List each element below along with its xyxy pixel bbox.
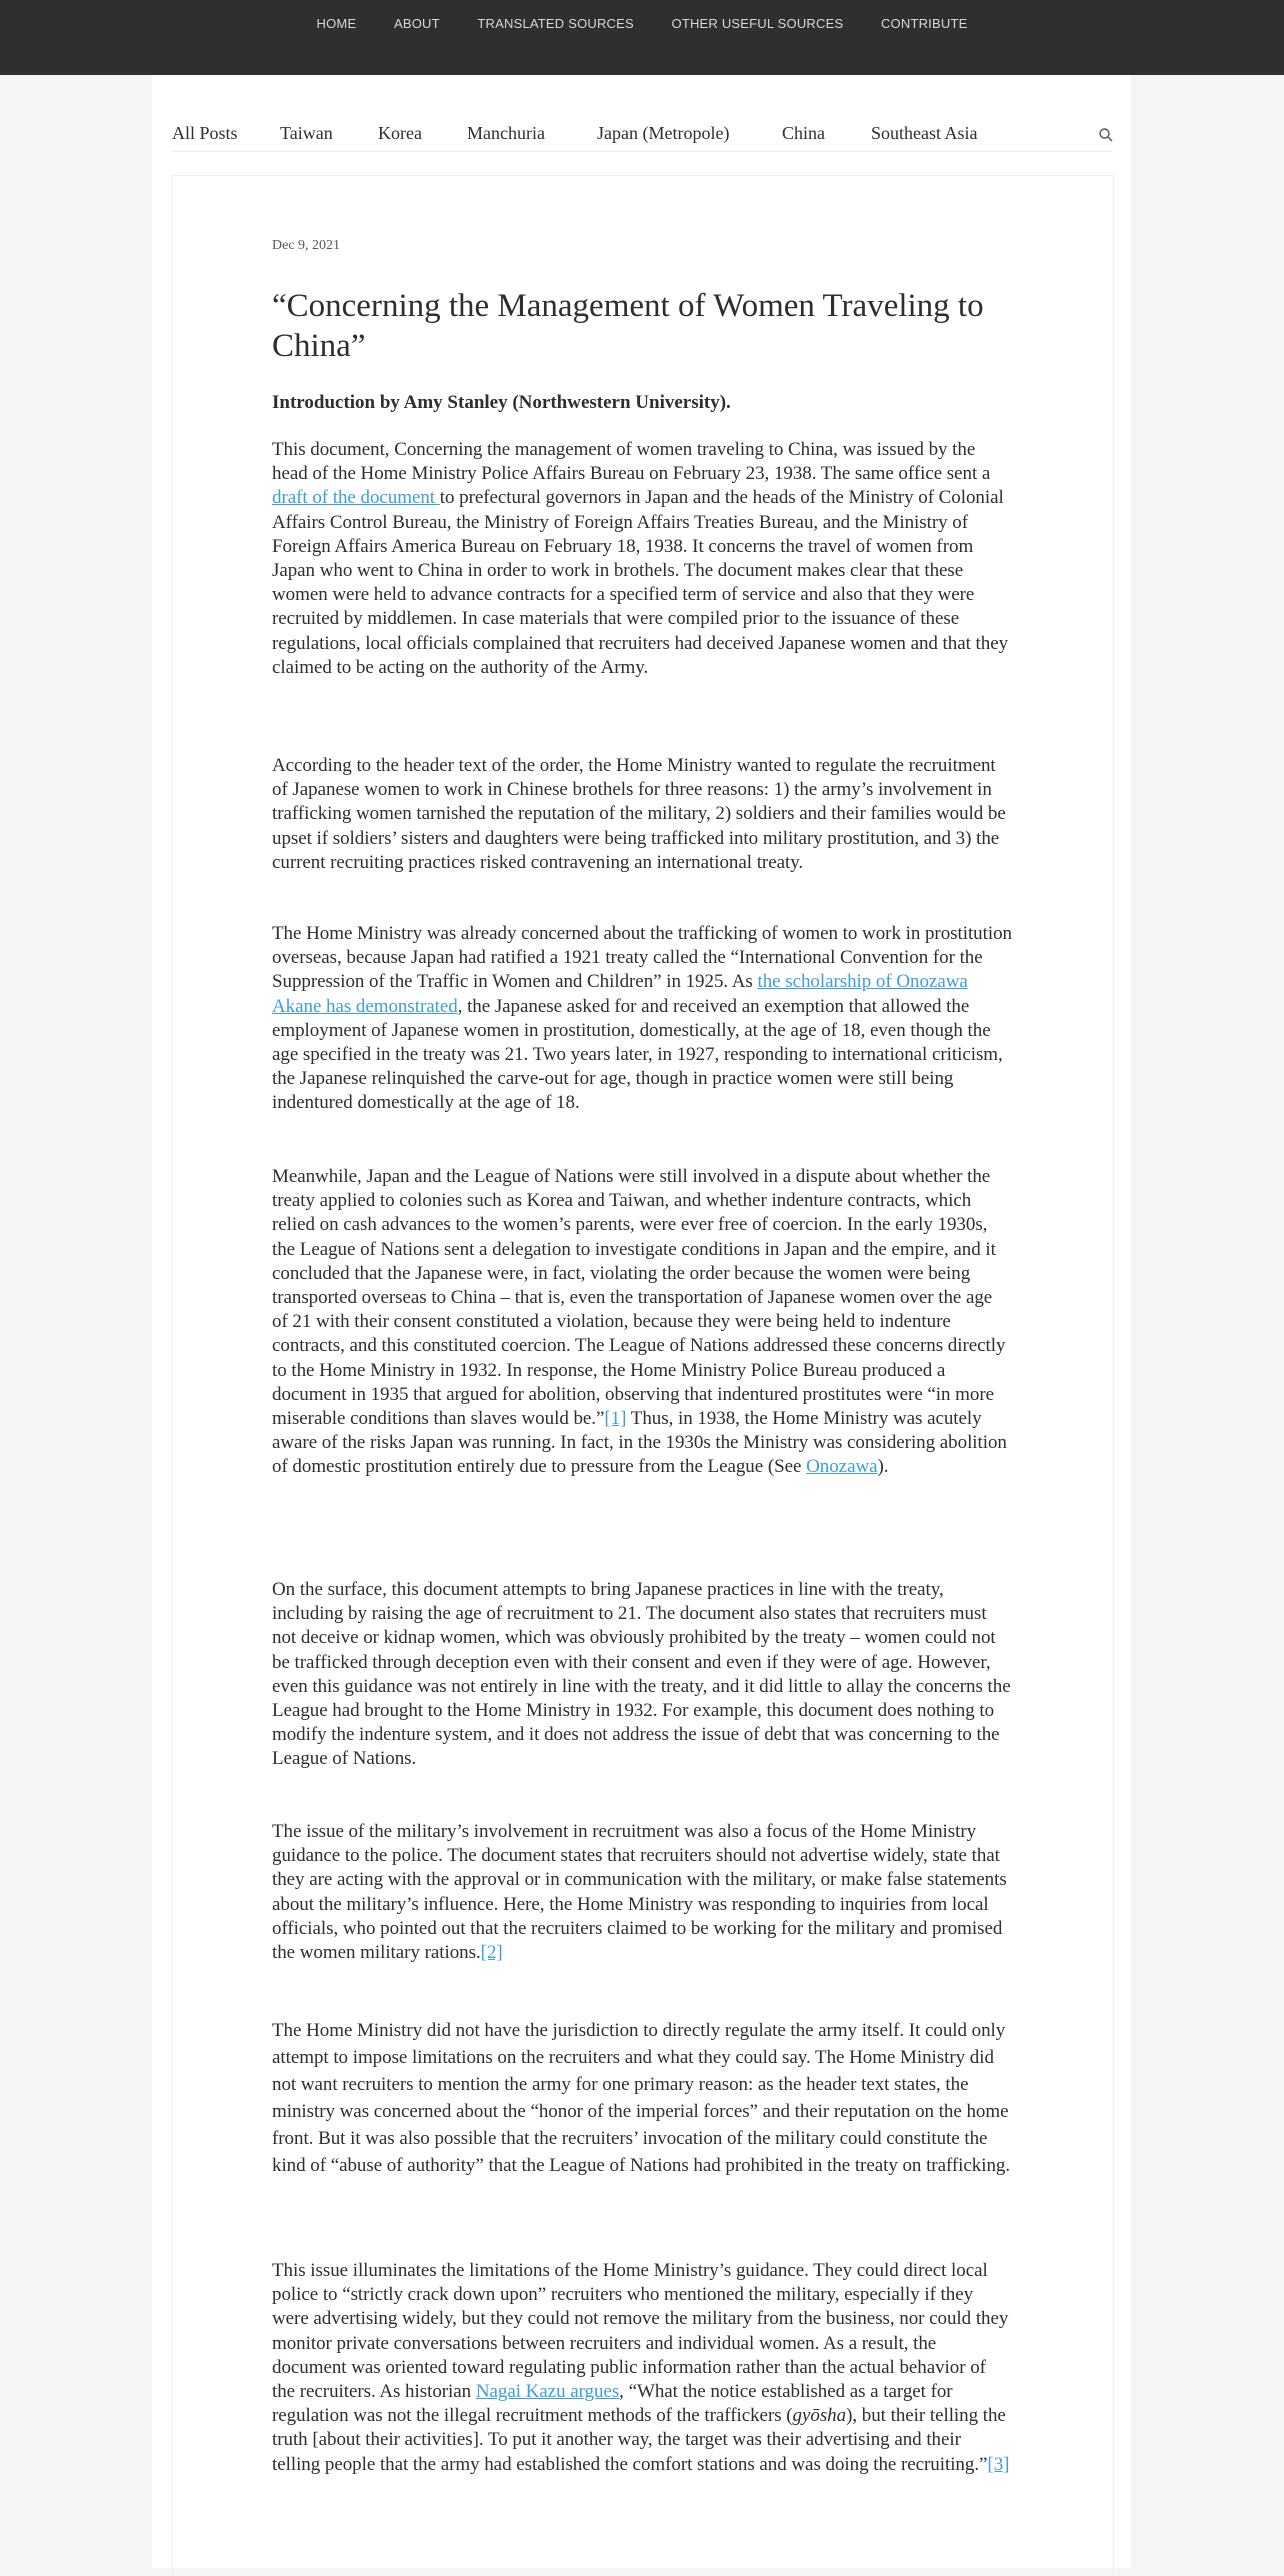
footnote-1-link[interactable]: [1] xyxy=(604,1408,627,1430)
paragraph-4: Meanwhile, Japan and the League of Nations were still involved in a dispute about whether the treaty applied to colonies such as Korea and Taiwan, and whether indenture contracts, which relied on cash advances to the women’s parents, were ever free of coercion. In the early 1930s, the League of Nations sent a delegation to investigate conditions in Japan and the empire, and it concluded that the Japanese were, in fact, violating the order because the women were being transported overseas to China – that is, even the transportation of Japanese women over the age of 21 with their consent constituted a violation, because they were being held to indenture contracts, and this constituted coercion. The League of Nations addressed these concerns directly to the Home Ministry in 1932. In response, the Home Ministry Police Bureau produced a document in 1935 that argued for abolition, observing that indentured prostitutes were “in more miserable conditions than slaves would be.”[1] Thus, in 1938, the Home Ministry was acutely aware of the risks Japan was running. In fact, in the 1930s the Ministry was considering abolition of domestic prostitution entirely due to pressure from the League (See Onozawa). xyxy=(272,1166,1007,1478)
onozawa-scholarship-link[interactable]: the scholarship of Onozawa Akane has demonstrated xyxy=(272,971,968,1017)
category-japan-metropole[interactable]: Japan (Metropole) xyxy=(597,123,730,143)
post-title: “Concerning the Management of Women Traveling to China” xyxy=(272,288,984,364)
paragraph-6: The issue of the military’s involvement in recruitment was also a focus of the Home Ministry guidance to the police. The document states that recruiters should not advertise widely, state that they are acting with the approval or in communication with the military, or make false statements about the military’s influence. Here, the Home Ministry was responding to inquiries from local officials, who pointed out that the recruiters claimed to be working for the military and promised the women military rations.[2] xyxy=(272,1821,1007,1964)
category-korea[interactable]: Korea xyxy=(378,123,422,143)
category-all-posts[interactable]: All Posts xyxy=(172,123,238,143)
draft-document-link[interactable]: draft of the document xyxy=(272,487,440,509)
search-icon[interactable] xyxy=(1098,127,1114,143)
paragraph-7: The Home Ministry did not have the jurisdiction to directly regulate the army itself. It could only attempt to impose limitations on the recruiters and what they could say. The Home Ministry did not want recruiters to mention the army for one primary reason: as the header text states, the ministry was concerned about the “honor of the imperial forces” and their reputation on the home front. But it was also possible that the recruiters’ invocation of the military could constitute the kind of “abuse of authority” that the League of Nations had prohibited in the treaty on trafficking. xyxy=(272,2020,1011,2176)
category-taiwan[interactable]: Taiwan xyxy=(280,123,333,143)
paragraph-3: The Home Ministry was already concerned about the trafficking of women to work in prostitution overseas, because Japan had ratified a 1921 treaty called the “International Convention for the Suppression of the Traffic in Women and Children” in 1925. As the scholarship of Onozawa Akane has demonstrated, the Japanese asked for and received an exemption that allowed the employment of Japanese women in prostitution, domestically, at the age of 18, even though the age specified in the treaty was 21. Two years later, in 1927, responding to international criticism, the Japanese relinquished the carve-out for age, though in practice women were still being indentured domestically at the age of 18. xyxy=(272,923,1012,1114)
nav-contribute[interactable]: CONTRIBUTE xyxy=(880,16,968,31)
nav-other-useful-sources[interactable]: OTHER USEFUL SOURCES xyxy=(671,16,844,31)
category-china[interactable]: China xyxy=(782,123,825,143)
top-nav xyxy=(0,16,1284,31)
nav-about[interactable]: ABOUT xyxy=(393,16,440,31)
nagai-kazu-link[interactable]: Nagai Kazu argues xyxy=(475,2381,620,2403)
post-date: Dec 9, 2021 xyxy=(272,238,341,253)
paragraph-5: On the surface, this document attempts to bring Japanese practices in line with the treaty, including by raising the age of recruitment to 21. The document also states that recruiters must not deceive or kidnap women, which was obviously prohibited by the treaty – women could not be trafficked through deception even with their consent and even if they were of age. However, even this guidance was not entirely in line with the treaty, and it did little to allay the concerns the League had brought to the Home Ministry in 1932. For example, this document does nothing to modify the indenture system, and it does not address the issue of debt that was concerning to the League of Nations. xyxy=(272,1579,1011,1770)
category-bar xyxy=(172,95,1112,152)
paragraph-8: This issue illuminates the limitations of the Home Ministry’s guidance. They could direct local police to “strictly crack down upon” recruiters who mentioned the military, especially if they were advertising widely, but they could not remove the military from the business, nor could they monitor private conversations between recruiters and individual women. As a result, the document was oriented toward regulating public information rather than the actual behavior of the recruiters. As historian Nagai Kazu argues, “What the notice established as a target for regulation was not the illegal recruitment methods of the traffickers (gyōsha), but their telling the truth [about their activities]. To put it another way, the target was their advertising and their telling people that the army had established the comfort stations and was doing the recruiting.”[3] xyxy=(272,2260,1010,2475)
nav-home[interactable]: HOME xyxy=(316,16,357,31)
site-header xyxy=(0,0,1284,75)
post-intro: Introduction by Amy Stanley (Northwestern University). xyxy=(272,392,731,413)
onozawa-link[interactable]: Onozawa xyxy=(806,1456,878,1478)
footnote-3-link[interactable]: [3] xyxy=(987,2453,1010,2475)
category-manchuria[interactable]: Manchuria xyxy=(467,123,545,143)
paragraph-2: According to the header text of the order, the Home Ministry wanted to regulate the recruitment of Japanese women to work in Chinese brothels for three reasons: 1) the army’s involvement in trafficking women tarnished the reputation of the military, 2) soldiers and their families would be upset if soldiers’ sisters and daughters were being trafficked into military prostitution, and 3) the current recruiting practices risked contravening an international treaty. xyxy=(272,755,1006,873)
paragraph-1: This document, Concerning the management of women traveling to China, was issued by the head of the Home Ministry Police Affairs Bureau on February 23, 1938. The same office sent a draft of the document to prefectural governors in Japan and the heads of the Ministry of Colonial Affairs Control Bureau, the Ministry of Foreign Affairs Treaties Bureau, and the Ministry of Foreign Affairs America Bureau on February 18, 1938. It concerns the travel of women from Japan who went to China in order to work in brothels. The document makes clear that these women were held to advance contracts for a specified term of service and also that they were recruited by middlemen. In case materials that were compiled prior to the issuance of these regulations, local officials complained that recruiters had deceived Japanese women and that they claimed to be acting on the authority of the Army. xyxy=(272,439,1009,678)
nav-translated-sources[interactable]: TRANSLATED SOURCES xyxy=(477,16,634,31)
category-southeast-asia[interactable]: Southeast Asia xyxy=(871,123,978,143)
footnote-2-link[interactable]: [2] xyxy=(480,1942,503,1964)
